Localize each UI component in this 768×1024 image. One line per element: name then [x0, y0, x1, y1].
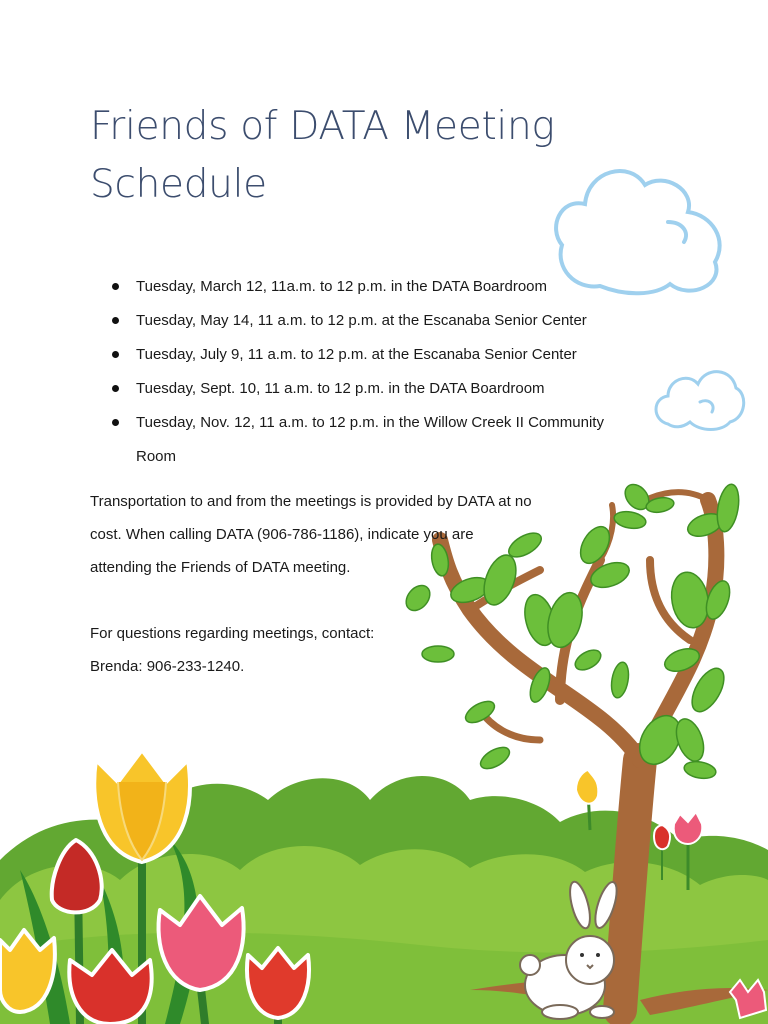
bullet-icon: [112, 385, 119, 392]
page-title: [90, 98, 610, 214]
meeting-text: Tuesday, July 9, 11 a.m. to 12 p.m. at the Escanaba Senior Center: [136, 346, 577, 363]
list-item: [112, 270, 652, 304]
list-item: [112, 406, 652, 474]
bullet-icon: [112, 317, 119, 324]
meeting-text: Tuesday, Nov. 12, 11 a.m. to 12 p.m. in the Willow Creek II Community: [136, 414, 604, 431]
contact-line-2: Brenda: 906-233-1240.: [90, 658, 245, 675]
meeting-text-continued: Room: [136, 448, 177, 465]
list-item: [112, 304, 652, 338]
contact-line-1: For questions regarding meetings, contact:: [90, 625, 375, 642]
meeting-schedule-list: [112, 270, 652, 474]
transportation-paragraph: [90, 485, 590, 584]
title-line-1: Friends of DATA Meeting: [90, 104, 555, 149]
transportation-line-1: Transportation to and from the meetings is provided by DATA at no: [90, 493, 532, 510]
meeting-text: Tuesday, March 12, 11a.m. to 12 p.m. in the DATA Boardroom: [136, 278, 548, 295]
list-item: [112, 372, 652, 406]
meeting-text: Tuesday, May 14, 11 a.m. to 12 p.m. at the Escanaba Senior Center: [136, 312, 587, 329]
contact-paragraph: [90, 617, 590, 683]
transportation-line-2: cost. When calling DATA (906-786-1186), indicate you are: [90, 526, 474, 543]
bullet-icon: [112, 351, 119, 358]
title-line-2: Schedule: [90, 162, 267, 207]
bullet-icon: [112, 419, 119, 426]
bullet-icon: [112, 283, 119, 290]
list-item: [112, 338, 652, 372]
cloud-icon-small: [656, 372, 744, 430]
meeting-text: Tuesday, Sept. 10, 11 a.m. to 12 p.m. in the DATA Boardroom: [136, 380, 545, 397]
transportation-line-3: attending the Friends of DATA meeting.: [90, 559, 351, 576]
